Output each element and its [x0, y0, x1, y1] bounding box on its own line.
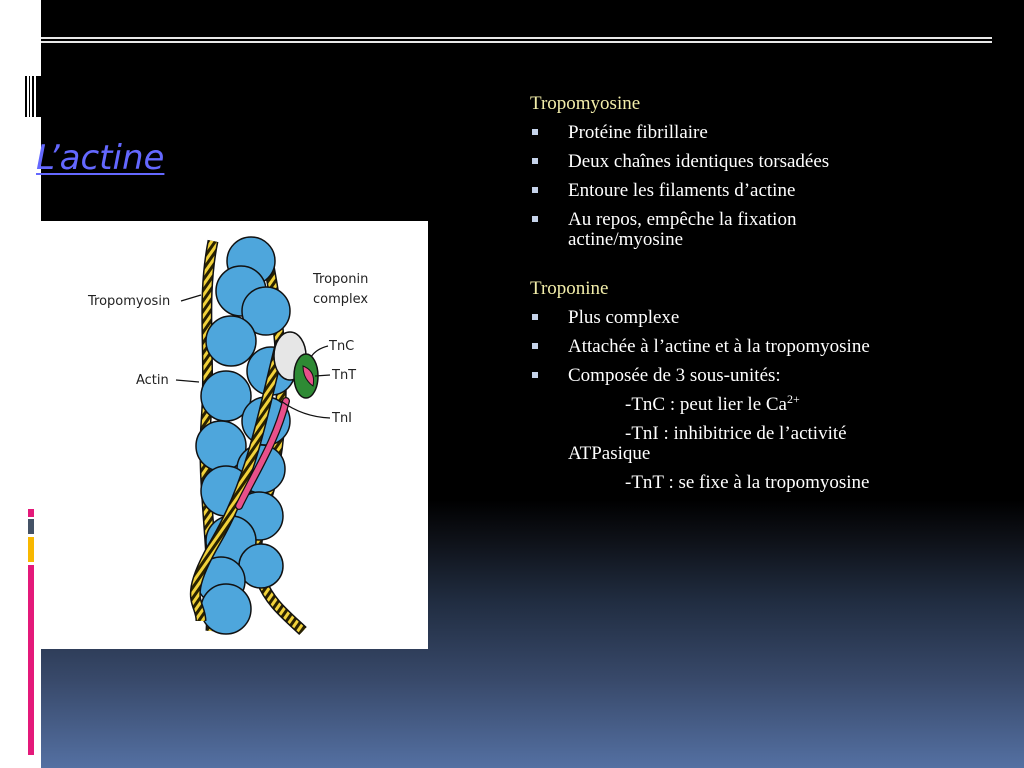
slide-title: L’actine — [36, 138, 165, 178]
accent-bar-pink-small — [28, 509, 34, 517]
label-troponin-line2: complex — [313, 292, 369, 307]
bullet-item: Entoure les filaments d’actine — [530, 181, 990, 201]
heading-tropomyosine: Tropomyosine — [530, 93, 641, 114]
accent-bar-pink-long — [28, 565, 34, 755]
subunit-tnt: -TnT : se fixe à la tropomyosine — [625, 472, 870, 493]
actin-filament-diagram — [41, 221, 428, 649]
square-bullet-icon — [532, 129, 538, 135]
accent-bar-gold — [28, 537, 34, 562]
decorative-barcode — [25, 76, 41, 117]
label-tnt: TnT — [332, 368, 357, 383]
bullet-item: Au repos, empêche la fixation actine/myosine — [530, 210, 858, 250]
square-bullet-icon — [532, 158, 538, 164]
square-bullet-icon — [532, 343, 538, 349]
bullet-item: Composée de 3 sous-unités: — [530, 366, 990, 386]
bullet-item: Deux chaînes identiques torsadées — [530, 152, 990, 172]
accent-bar-slate — [28, 519, 34, 534]
bullet-item: Plus complexe — [530, 308, 990, 328]
bullet-item: Attachée à l’actine et à la tropomyosine — [530, 337, 990, 357]
slide-content — [530, 94, 990, 502]
label-troponin-line1: Troponin — [313, 272, 369, 287]
label-tropomyosin: Tropomyosin — [88, 294, 171, 309]
subunit-tnc: -TnC : peut lier le $Ca^{2+}$ — [625, 392, 800, 415]
heading-troponine: Troponine — [530, 278, 609, 299]
top-divider — [41, 37, 992, 43]
label-actin: Actin — [136, 373, 169, 388]
subunit-tni: -TnI : inhibitrice de l’activité ATPasique — [568, 423, 847, 464]
square-bullet-icon — [532, 216, 538, 222]
square-bullet-icon — [532, 314, 538, 320]
square-bullet-icon — [532, 187, 538, 193]
label-tnc: TnC — [329, 339, 355, 354]
bullet-item: Protéine fibrillaire — [530, 123, 990, 143]
label-tni: TnI — [332, 411, 353, 426]
square-bullet-icon — [532, 372, 538, 378]
